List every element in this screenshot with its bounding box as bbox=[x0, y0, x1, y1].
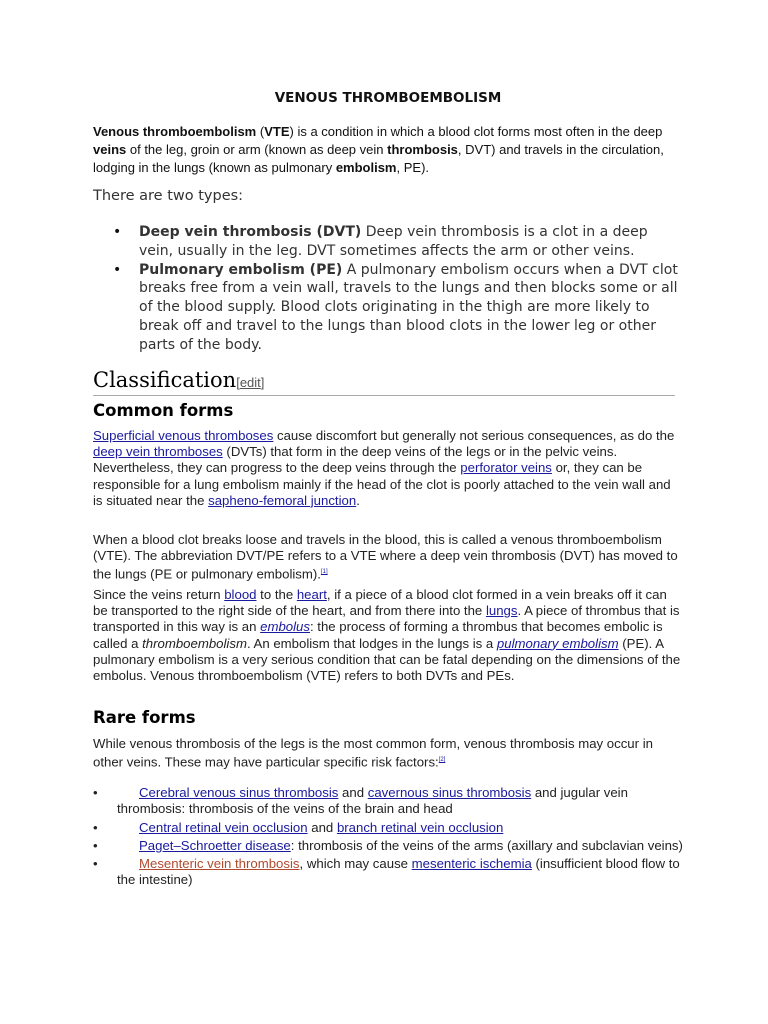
common-forms-heading: Common forms bbox=[93, 401, 234, 420]
list-item: • Deep vein thrombosis (DVT) Deep vein thrombosis is a clot in a deep vein, usually in the leg. DVT sometimes affects the arm or other veins. bbox=[113, 224, 648, 259]
heart-link[interactable]: heart bbox=[296, 587, 327, 602]
types-list bbox=[93, 223, 678, 355]
cerebral-venous-sinus-thrombosis-link[interactable]: Cerebral venous sinus thrombosis bbox=[139, 785, 339, 800]
common-paragraph-3: Since the veins return blood to the heart, if a piece of a blood clot formed in a vein breaks off it can be transported to the right side of the heart, and from there into the lungs. A piece of thrombus that is transported in this way is an embolus: the process of forming a thrombus that becomes embolic is called a thromboembolism. An embolism that lodges in the lungs is a pulmonary embolism (PE). A pulmonary embolism is a very serious condition that can be fatal depending on the dimensions of the embolus. Venous thromboembolism (VTE) refers to both DVTs and PEs. bbox=[93, 587, 681, 684]
bullet-icon: • bbox=[93, 837, 98, 853]
pulmonary-embolism-link[interactable]: pulmonary embolism bbox=[496, 635, 619, 651]
edit-link[interactable]: edit bbox=[239, 375, 261, 390]
paget-schroetter-disease-link[interactable]: Paget–Schroetter disease bbox=[139, 837, 291, 853]
vte-abbr: VTE bbox=[264, 124, 290, 139]
branch-retinal-vein-occlusion-link[interactable]: branch retinal vein occlusion bbox=[336, 819, 504, 835]
lungs-link[interactable]: lungs bbox=[485, 603, 518, 619]
rare-forms-list bbox=[93, 785, 683, 891]
list-item: • Cerebral venous sinus thrombosis and cavernous sinus thrombosis and jugular vein thrombosis: thrombosis of the veins of the brain and head bbox=[93, 785, 628, 817]
list-item: • Mesenteric vein thrombosis, which may cause mesenteric ischemia (insufficient blood flow to the intestine) bbox=[93, 856, 680, 888]
reference-link[interactable]: [2] bbox=[438, 757, 446, 764]
classification-heading: Classification[edit] bbox=[93, 368, 675, 396]
common-paragraph-1: Superficial venous thromboses cause discomfort but generally not serious consequences, as do the deep vein thromboses (DVTs) that form in the deep veins of the legs or in the pelvic veins. Nevertheless, they can progress to the deep veins through the perforator veins or, they can be responsible for a lung embolism mainly if the head of the clot is poorly attached to the vein wall and is situated near the sapheno-femoral junction. bbox=[93, 428, 675, 508]
embolus-link[interactable]: embolus bbox=[260, 619, 310, 635]
rare-intro-paragraph: While venous thrombosis of the legs is the most common form, venous thrombosis may occur in other veins. These may have particular specific risk factors:[2] bbox=[93, 736, 653, 770]
deep-vein-thromboses-link[interactable]: deep vein thromboses bbox=[93, 444, 223, 460]
page-title: VENOUS THROMBOEMBOLISM bbox=[274, 90, 502, 106]
blood-link[interactable]: blood bbox=[224, 587, 257, 602]
vte-term: Venous thromboembolism bbox=[93, 124, 257, 139]
bullet-icon: • bbox=[113, 261, 122, 278]
cavernous-sinus-thrombosis-link[interactable]: cavernous sinus thrombosis bbox=[367, 785, 532, 800]
mesenteric-ischemia-link[interactable]: mesenteric ischemia bbox=[411, 856, 532, 872]
superficial-venous-thromboses-link[interactable]: Superficial venous thromboses bbox=[93, 428, 274, 443]
common-paragraph-2: When a blood clot breaks loose and travels in the blood, this is called a venous thromboembolism (VTE). The abbreviation DVT/PE refers to a VTE where a deep vein thrombosis (DVT) has moved to the lungs (PE or pulmonary embolism).[1] bbox=[93, 532, 678, 582]
list-item: • Paget–Schroetter disease: thrombosis of the veins of the arms (axillary and subclavian veins) bbox=[93, 837, 683, 853]
types-heading: There are two types: bbox=[93, 188, 244, 204]
perforator-veins-link[interactable]: perforator veins bbox=[460, 460, 552, 476]
mesenteric-vein-thrombosis-link[interactable]: Mesenteric vein thrombosis bbox=[139, 856, 300, 872]
bullet-icon: • bbox=[93, 785, 98, 800]
intro-paragraph: Venous thromboembolism (VTE) is a condition in which a blood clot forms most often in the deep veins of the leg, groin or arm (known as deep vein thrombosis, DVT) and travels in the circulation, lodging in the lungs (known as pulmonary embolism, PE). bbox=[93, 124, 664, 175]
central-retinal-vein-occlusion-link[interactable]: Central retinal vein occlusion bbox=[139, 819, 308, 835]
list-item: • Central retinal vein occlusion and branch retinal vein occlusion bbox=[93, 819, 504, 835]
list-item: • Pulmonary embolism (PE) A pulmonary embolism occurs when a DVT clot breaks free from a vein wall, travels to the lungs and then blocks some or all of the blood supply. Blood clots originating in the thigh are more likely to break off and travel to the lungs than blood clots in the lower leg or other parts of the body. bbox=[113, 261, 678, 353]
rare-forms-heading: Rare forms bbox=[93, 708, 196, 727]
sapheno-femoral-junction-link[interactable]: sapheno-femoral junction bbox=[208, 492, 357, 508]
bullet-icon: • bbox=[93, 856, 98, 872]
reference-link[interactable]: [1] bbox=[320, 569, 328, 576]
bullet-icon: • bbox=[113, 224, 122, 240]
bullet-icon: • bbox=[93, 819, 98, 835]
